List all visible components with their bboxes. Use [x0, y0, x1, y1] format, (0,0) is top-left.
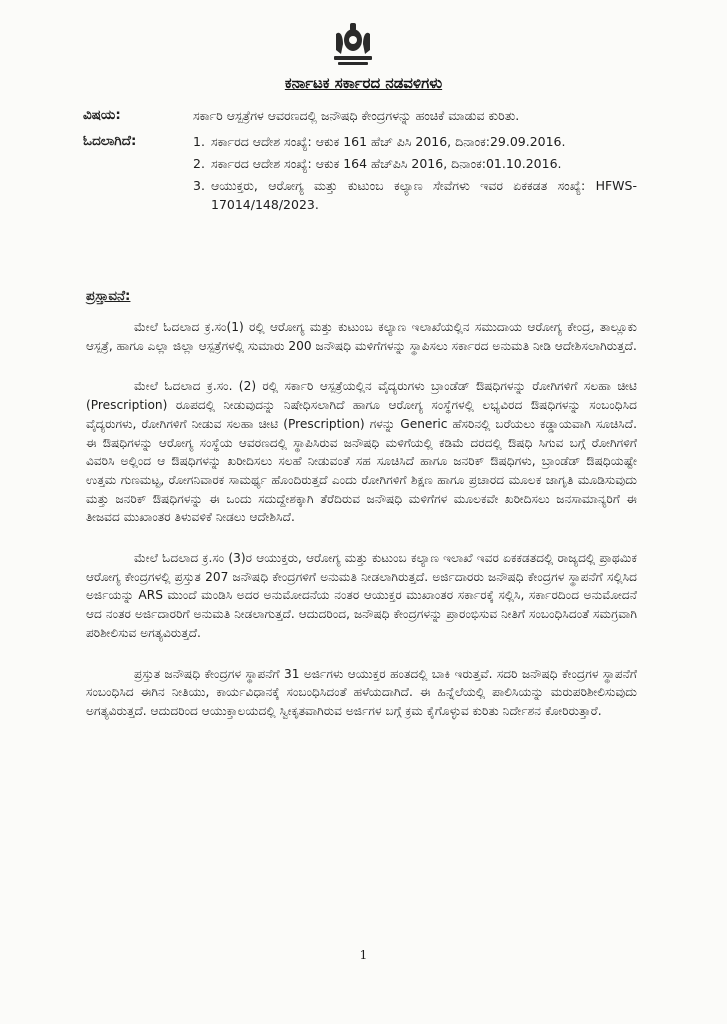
page-number: 1: [359, 948, 368, 962]
reference-item: [193, 132, 637, 151]
subject-row: [83, 106, 637, 125]
reference-text: ಆಯುಕ್ತರು, ಆರೋಗ್ಯ ಮತ್ತು ಕುಟುಂಬ ಕಲ್ಯಾಣ ಸೇವೆಗಳು ಇವರ ಏಕಕಡತ ಸಂಖ್ಯೆ: HFWS-17014/148/2023.: [211, 178, 637, 212]
reference-number: 2.: [193, 156, 205, 171]
preamble-paragraph: ಮೇಲೆ ಓದಲಾದ ಕ್ರ.ಸಂ (3)ರ ಆಯುಕ್ತರು, ಆರೋಗ್ಯ ಮತ್ತು ಕುಟುಂಬ ಕಲ್ಯಾಣ ಇಲಾಖೆ ಇವರ ಏಕಕಡತದಲ್ಲಿ ರಾಜ್ಯದಲ್ಲಿ ಪ್ರಾಥಮಿಕ ಆರೋಗ್ಯ ಕೇಂದ್ರಗಳಲ್ಲಿ ಪ್ರಸ್ತುತ 207 ಜನೌಷಧಿ ಕೇಂದ್ರಗಳಿಗೆ ಅನುಮತಿ ನೀಡಲಾಗಿರುತ್ತದೆ. ಅರ್ಜಿದಾರರು ಜನೌಷಧಿ ಕೇಂದ್ರಗಳ ಸ್ಥಾಪನೆಗೆ ಸಲ್ಲಿಸಿದ ಅರ್ಜಿಯನ್ನು ARS ಮುಂದೆ ಮಂಡಿಸಿ ಅದರ ಅನುಮೋದನೆಯ ನಂತರ ಆಯುಕ್ತರ ಮುಖಾಂತರ ಸರ್ಕಾರಕ್ಕೆ ಸಲ್ಲಿಸಿ, ಸರ್ಕಾರದಿಂದ ಅನುಮೋದನೆ ಆದ ನಂತರ ಅರ್ಜಿದಾರರಿಗೆ ಅನುಮತಿ ನೀಡಲಾಗುತ್ತದೆ. ಆದುದರಿಂದ, ಜನೌಷಧಿ ಕೇಂದ್ರಗಳನ್ನು ಪ್ರಾರಂಭಿಸುವ ನೀತಿಗೆ ಸಂಬಂಧಿಸಿದಂತೆ ಸಮಗ್ರವಾಗಿ ಪರಿಶೀಲಿಸುವ ಅಗತ್ಯವಿರುತ್ತದೆ.: [86, 551, 637, 640]
preamble-paragraph: ಪ್ರಸ್ತುತ ಜನೌಷಧಿ ಕೇಂದ್ರಗಳ ಸ್ಥಾಪನೆಗೆ 31 ಅರ್ಜಿಗಳು ಆಯುಕ್ತರ ಹಂತದಲ್ಲಿ ಬಾಕಿ ಇರುತ್ತವೆ. ಸದರಿ ಜನೌಷಧಿ ಕೇಂದ್ರಗಳ ಸ್ಥಾಪನೆಗೆ ಸಂಬಂಧಿಸಿದ ಈಗಿನ ನೀತಿಯು, ಕಾರ್ಯವಿಧಾನಕ್ಕೆ ಸಂಬಂಧಿಸಿದಂತೆ ಹಳೆಯದಾಗಿದೆ. ಈ ಹಿನ್ನೆಲೆಯಲ್ಲಿ ಪಾಲಿಸಿಯನ್ನು ಮರುಪರಿಶೀಲಿಸುವುದು ಅಗತ್ಯವಿರುತ್ತದೆ. ಆದುದರಿಂದ ಆಯುಕ್ತಾಲಯದಲ್ಲಿ ಸ್ವೀಕೃತವಾಗಿರುವ ಅರ್ಜಿಗಳ ಬಗ್ಗೆ ಕ್ರಮ ಕೈಗೊಳ್ಳುವ ಕುರಿತು ನಿರ್ದೇಶನ ಕೋರಿರುತ್ತಾರೆ.: [86, 666, 637, 718]
reference-item: [193, 176, 637, 214]
subject-text: ಸರ್ಕಾರಿ ಆಸ್ಪತ್ರೆಗಳ ಆವರಣದಲ್ಲಿ ಜನೌಷಧಿ ಕೇಂದ್ರಗಳನ್ನು ಹಂಚಿಕೆ ಮಾಡುವ ಕುರಿತು.: [193, 108, 520, 123]
reference-number: 3.: [193, 178, 205, 193]
reference-text: ಸರ್ಕಾರದ ಆದೇಶ ಸಂಖ್ಯೆ: ಆಕುಕ 164 ಹೆಚ್‌ಪಿಸಿ 2016, ದಿನಾಂಕ:01.10.2016.: [211, 156, 562, 171]
preamble-paragraph: ಮೇಲೆ ಓದಲಾದ ಕ್ರ.ಸಂ. (2) ರಲ್ಲಿ ಸರ್ಕಾರಿ ಆಸ್ಪತ್ರೆಯಲ್ಲಿನ ವೈದ್ಯರುಗಳು ಬ್ರಾಂಡೆಡ್ ಔಷಧಿಗಳನ್ನು ರೋಗಿಗಳಿಗೆ ಸಲಹಾ ಚೀಟಿ (Prescription) ರೂಪದಲ್ಲಿ ನೀಡುವುದನ್ನು ನಿಷೇಧಿಸಲಾಗಿದೆ ಹಾಗೂ ಆರೋಗ್ಯ ಸಂಸ್ಥೆಗಳಲ್ಲಿ ಲಭ್ಯವಿರದ ಔಷಧಿಗಳನ್ನು ಸಂಬಂಧಿಸಿದ ವೈದ್ಯರುಗಳು, ರೋಗಿಗಳಿಗೆ ನೀಡುವ ಸಲಹಾ ಚೀಟಿ (Prescription) ಗಳನ್ನು Generic ಹೆಸರಿನಲ್ಲಿ ಬರೆಯಲು ಕಡ್ಡಾಯವಾಗಿ ಸೂಚಿಸಿದೆ. ಈ ಔಷಧಿಗಳನ್ನು ಆರೋಗ್ಯ ಸಂಸ್ಥೆಯ ಆವರಣದಲ್ಲಿ ಸ್ಥಾಪಿಸಿರುವ ಜನೌಷಧಿ ಮಳಿಗೆಯಲ್ಲಿ ಕಡಿಮೆ ದರದಲ್ಲಿ ಔಷಧಿ ಸಿಗುವ ಬಗ್ಗೆ ರೋಗಿಗಳಿಗೆ ವಿವರಿಸಿ ಅಲ್ಲಿಂದ ಆ ಔಷಧಿಗಳನ್ನು ಖರೀದಿಸಲು ಸಲಹೆ ನೀಡುವಂತೆ ಸಹ ಸೂಚಿಸಿದೆ ಹಾಗೂ ಜನರಿಕ್ ಔಷಧಿಗಳು, ಬ್ರಾಂಡೆಡ್ ಔಷಧಿಯಷ್ಟೇ ಉತ್ತಮ ಗುಣಮಟ್ಟ, ರೋಗನಿವಾರಕ ಸಾಮರ್ಥ್ಯ ಹೊಂದಿರುತ್ತದೆ ಎಂದು ರೋಗಿಗಳಿಗೆ ಶಿಕ್ಷಣ ಹಾಗೂ ಪ್ರಚಾರದ ಮೂಲಕ ಜಾಗೃತಿ ಮೂಡಿಸುವುದು ಮತ್ತು ಜನರಿಕ್ ಔಷಧಿಗಳನ್ನು ಈ ಒಂದು ಸದುದ್ದೇಶಕ್ಕಾಗಿ ತೆರೆದಿರುವ ಜನೌಷಧಿ ಮಳಿಗೆಗಳ ಮೂಲಕವೇ ಖರೀದಿಸಲು ಜನಸಾಮಾನ್ಯರಿಗೆ ಈ ತೀಜವದ ಮುಖಾಂತರ ತಿಳುವಳಿಕೆ ನೀಡಲು ಆದೇಶಿಸಿದೆ.: [86, 379, 637, 525]
reference-number: 1.: [193, 134, 205, 149]
references-label: ಓದಲಾಗಿದೆ:: [83, 133, 137, 149]
preamble-paragraph: ಮೇಲೆ ಓದಲಾದ ಕ್ರ.ಸಂ(1) ರಲ್ಲಿ ಆರೋಗ್ಯ ಮತ್ತು ಕುಟುಂಬ ಕಲ್ಯಾಣ ಇಲಾಖೆಯಲ್ಲಿನ ಸಮುದಾಯ ಆರೋಗ್ಯ ಕೇಂದ್ರ, ತಾಲ್ಲೂಕು ಆಸ್ಪತ್ರೆ, ಹಾಗೂ ಎಲ್ಲಾ ಜಿಲ್ಲಾ ಆಸ್ಪತ್ರೆಗಳಲ್ಲಿ ಸುಮಾರು 200 ಜನೌಷಧಿ ಮಳಿಗೆಗಳನ್ನು ಸ್ಥಾಪಿಸಲು ಸರ್ಕಾರದ ಅನುಮತಿ ನೀಡಿ ಆದೇಶಿಸಲಾಗಿರುತ್ತದೆ.: [86, 320, 637, 353]
references-list: [193, 132, 637, 217]
subject-label: ವಿಷಯ:: [83, 107, 121, 123]
preamble-body: [86, 318, 637, 743]
reference-item: [193, 154, 637, 173]
reference-text: ಸರ್ಕಾರದ ಆದೇಶ ಸಂಖ್ಯೆ: ಆಕುಕ 161 ಹೆಚ್ ಪಿಸಿ 2016, ದಿನಾಂಕ:29.09.2016.: [211, 134, 566, 149]
preamble-heading: ಪ್ರಸ್ತಾವನೆ:: [86, 288, 131, 304]
subject-and-references: [83, 106, 637, 224]
document-title: ಕರ್ನಾಟಕ ಸರ್ಕಾರದ ನಡವಳಿಗಳು: [284, 74, 443, 92]
references-row: [83, 132, 637, 217]
state-emblem-icon: [330, 20, 376, 68]
